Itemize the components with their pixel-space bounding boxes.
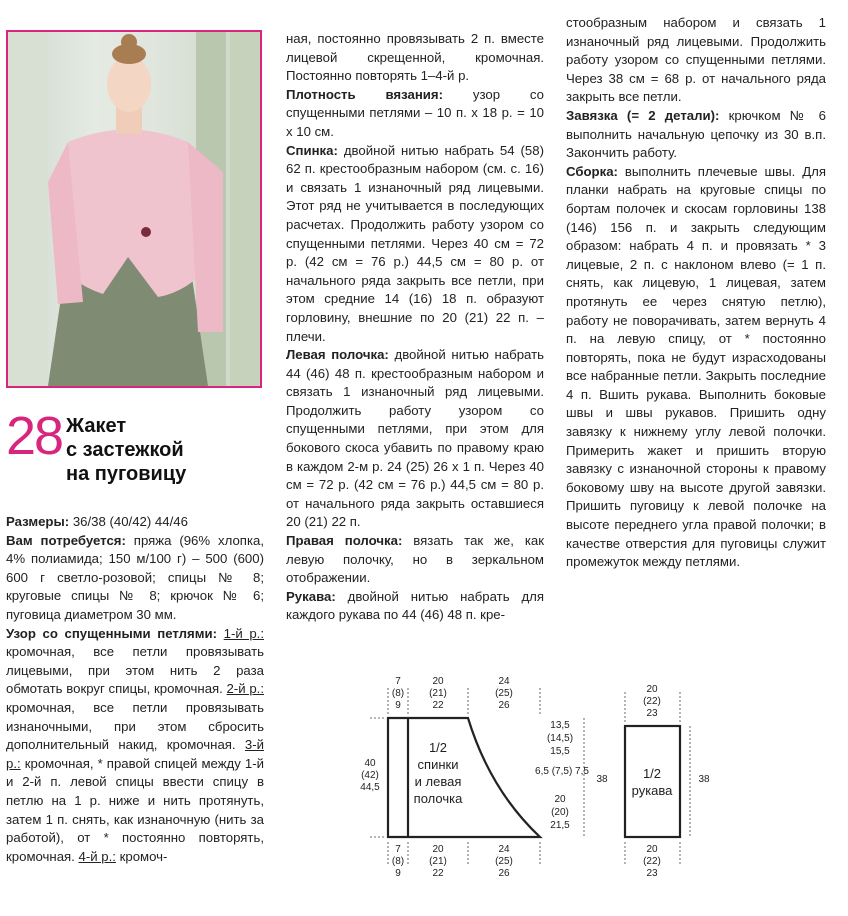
dim-label: (25) [495,688,513,699]
dim-label: (25) [495,856,513,867]
continued-paragraph: стообразным набором и связать 1 изнаночный ряд лицевыми. Продолжить работу узором со спущенными петлями. Через 38 см = 68 р. от начального ряда закрыть все петли. [566,15,826,105]
dim-label: (22) [643,856,661,867]
title-line: Жакет [66,415,127,437]
back-label: Спинка: [286,142,338,158]
body-label-line: и левая [414,774,462,789]
text-column-3 [566,14,826,572]
pattern-number: 28 [6,406,63,466]
dim-label: (20) [551,807,569,818]
title-line: на пуговицу [66,463,187,485]
body-label-line: 1/2 [428,740,448,755]
dim-label: (14,5) [546,733,574,744]
sleeve-label-line: 1/2 [642,766,662,781]
row2-text: кромочная, все петли провязывать изнаночными, при этом сбросить дополнительный накид, кромочная. [6,699,264,753]
dim-label: 7 [395,676,401,687]
row2-label: 2-й р.: [226,681,264,697]
tie-text: крючком № 6 выполнить начальную цепочку из 30 в.п. Закончить работу. [566,107,826,161]
dim-label: (22) [643,696,661,707]
dim-label: 7 [395,844,401,855]
materials-label: Вам потребуется: [6,532,126,548]
gauge-paragraph [286,86,544,142]
assembly-paragraph [566,163,826,572]
dim-label: 26 [498,700,510,711]
dim-label: 20 [432,676,444,687]
assembly-label: Сборка: [566,163,618,179]
dim-label: (8) [391,688,405,699]
sleeve-label-line: рукава [631,783,673,798]
dim-label: 20 [646,684,658,695]
left-front-label: Левая полочка: [286,347,389,363]
dim-label: 9 [395,868,401,879]
dim-label: 38 [596,774,608,785]
materials-value: пряжа (96% хлопка, 4% полиамида; 150 м/100 г) – 500 (600) 600 г светло-розовой; спицы № 8; круговые спицы № 8; крючок № 6; пуговица диаметром 30 мм. [6,532,265,622]
dim-label: (8) [391,856,405,867]
dim-label: (42) [361,770,379,781]
materials-paragraph [6,532,264,625]
sleeve-paragraph [286,588,544,625]
dim-label: 6,5 (7,5) 7,5 [535,766,589,777]
dim-label: 23 [646,708,658,719]
dim-label: 22 [432,868,444,879]
dim-label: 40 [364,758,376,769]
gauge-label: Плотность вязания: [286,86,443,102]
slope-dimensions [535,720,608,831]
right-front-text: вязать так же, как левую полочку, но в зеркальном отображении. [286,533,544,586]
left-front-text: двойной нитью набрать 44 (46) 48 п. крестообразным набором и связать 1 изнаночный ряд лицевыми. Продолжить работу узором со спущенными петлями, при этом для бокового скоса убавить по правому краю в каждом 2-м р. 24 (25) 26 x 1 п. Через 40 см = 72 р. (42 см = 76 р.) 44,5 см = 80 р. от начального ряда закрыть оставшиеся 20 (21) 22 п. [286,347,544,530]
tie-label: Завязка (= 2 детали): [566,107,720,123]
assembly-text: выполнить плечевые швы. Для планки набрать на круговые спицы по бортам полочек и скосам горловины 138 (146) 156 п. и закрыть следующим образом: набрать 4 п. и провязать * 3 лицевые, 2 п. с наклоном влево (= 1 п. снять, как лицевую, 1 лицевая, затем протянуть ее через снятую петлю), работу не поворачивать, затем вернуть 4 п. на левую спицу, от * постоянно повторять, пока не будут израсходованы все набранные петли. Закрыть последние 4 п. Вшить рукава. Выполнить боковые швы и швы рукавов. Пришить одну завязку к нижнему углу левой полочки. Примерить жакет и пришить вторую завязку с изнаночной стороны к правому боковому шву на высоте другой завязки. Пришить пуговицу к левой полочке на высоте переднего угла правой полочки; в качестве отверстия для пуговицы служит промежуток между петлями. [566,163,826,570]
sleeve-piece-outline [625,726,680,837]
dim-label: 22 [432,700,444,711]
back-text: двойной нитью набрать 54 (58) 62 п. крестообразным набором (см. с. 16) и связать 1 изнаночный ряд лицевыми. Этот ряд не учитывается в последующих расчетах. Продолжить работу узором со спущенными петлями. Через 40 см = 72 р. (42 см = 76 р.) 44,5 см = 80 р. от начального ряда закрыть все петли, при этом средние 14 (16) 18 п. образуют горловину, внешние по 20 (21) 22 п. – плечи. [286,142,544,344]
dim-label: 24 [498,676,510,687]
schematic-diagram [350,670,720,886]
row1-label: 1-й р.: [223,625,265,641]
text-column-1 [6,513,264,866]
dim-label: 38 [698,774,710,785]
title-line: с застежкой [66,439,184,461]
dim-label: 26 [498,868,510,879]
sleeve-label: Рукава: [286,588,336,604]
dim-label: 21,5 [550,820,570,831]
row3-text: кромочная, * правой спицей между 1-й и 2-й п. левой спицы ввести спицу в петлю на 1 р. ниже и нить протянуть, затем 1 п. снять, как изнаночную (нить за работой), от * постоянно повторять, кромочная. [6,755,264,864]
dim-label: (21) [429,856,447,867]
pattern-title [66,414,186,486]
body-label-line: спинки [417,757,459,772]
tie-paragraph [566,107,826,163]
dim-label: 24 [498,844,510,855]
dim-label: 20 [646,844,658,855]
sizes-paragraph [6,513,264,532]
left-height-dimension [360,758,380,793]
stitch-label: Узор со спущенными петлями: [6,625,218,641]
body-label-line: полочка [413,791,463,806]
model-photo [6,30,262,388]
right-front-label: Правая полочка: [286,533,403,549]
dim-label: 23 [646,868,658,879]
back-paragraph [286,142,544,347]
top-dimensions [392,676,513,711]
dim-label: 15,5 [550,746,570,757]
model-illustration [8,32,260,386]
left-front-paragraph [286,346,544,532]
row1-text: кромочная, все петли провязывать лицевыми, при этом нить 2 раза обмотать вокруг спицы, кромочная. [6,644,264,697]
dim-label: 20 [432,844,444,855]
text-column-2 [286,30,544,625]
dim-label: 44,5 [360,782,380,793]
gauge-text: узор со спущенными петлями – 10 п. x 18 р. = 10 x 10 см. [286,86,544,139]
bottom-dimensions [392,844,513,879]
stitch-paragraph [6,625,264,867]
dim-label: 13,5 [550,720,570,731]
row4-label: 4-й р.: [78,848,116,864]
sleeve-dimensions [643,684,710,879]
right-front-paragraph [286,532,544,588]
continued-paragraph: ная, постоянно провязывать 2 п. вместе лицевой скрещенной, кромочная. Постоянно повторять 1–4-й р. [286,31,544,84]
sizes-label: Размеры: [6,514,70,529]
dim-label: (21) [429,688,447,699]
dim-label: 20 [554,794,566,805]
dim-label: 9 [395,700,401,711]
pattern-heading [6,408,266,498]
sleeve-text: двойной нитью набрать для каждого рукава по 44 (46) 48 п. кре- [286,588,544,623]
row3-label: 3-й р.: [6,737,264,771]
body-piece-outline [388,718,540,837]
sizes-value: 36/38 (40/42) 44/46 [69,514,188,529]
row4-text: кромоч- [115,848,168,864]
